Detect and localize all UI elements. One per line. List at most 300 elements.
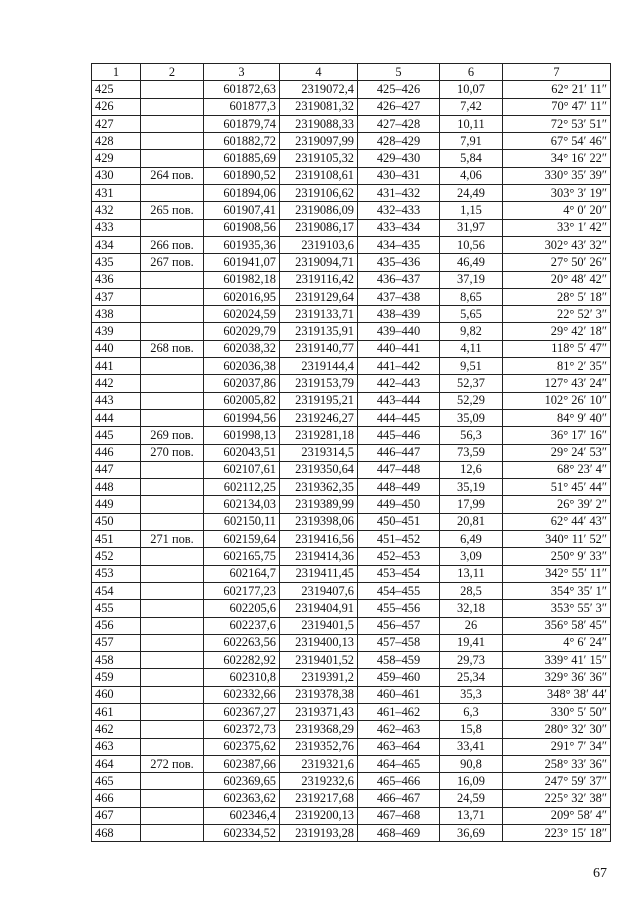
x-coordinate-cell: 602332,66 [204, 686, 280, 703]
length-cell: 9,82 [440, 323, 503, 340]
bearing-cell: 4° 6′ 24″ [503, 634, 611, 651]
x-coordinate-cell: 602159,64 [204, 531, 280, 548]
bearing-cell: 28° 5′ 18″ [503, 288, 611, 305]
segment-cell: 443–444 [358, 392, 440, 409]
bearing-cell: 330° 35′ 39″ [503, 167, 611, 184]
x-coordinate-cell: 602107,61 [204, 461, 280, 478]
segment-cell: 458–459 [358, 652, 440, 669]
length-cell: 4,06 [440, 167, 503, 184]
table-row [92, 807, 611, 824]
x-coordinate-cell: 601872,63 [204, 81, 280, 98]
length-cell: 32,18 [440, 600, 503, 617]
table-row [92, 582, 611, 599]
y-coordinate-cell: 2319129,64 [280, 288, 358, 305]
y-coordinate-cell: 2319072,4 [280, 81, 358, 98]
table-row [92, 565, 611, 582]
bearing-cell: 33° 1′ 42″ [503, 219, 611, 236]
point-number-cell: 427 [92, 115, 141, 132]
turn-label-cell: 269 пов. [141, 427, 204, 444]
length-cell: 10,11 [440, 115, 503, 132]
point-number-cell: 466 [92, 790, 141, 807]
length-cell: 16,09 [440, 773, 503, 790]
y-coordinate-cell: 2319200,13 [280, 807, 358, 824]
segment-cell: 453–454 [358, 565, 440, 582]
segment-cell: 444–445 [358, 409, 440, 426]
bearing-cell: 118° 5′ 47″ [503, 340, 611, 357]
y-coordinate-cell: 2319081,32 [280, 98, 358, 115]
length-cell: 35,19 [440, 479, 503, 496]
point-number-cell: 436 [92, 271, 141, 288]
turn-label-cell [141, 825, 204, 842]
table-row [92, 323, 611, 340]
y-coordinate-cell: 2319368,29 [280, 721, 358, 738]
point-number-cell: 431 [92, 185, 141, 202]
table-row [92, 185, 611, 202]
segment-cell: 440–441 [358, 340, 440, 357]
length-cell: 8,65 [440, 288, 503, 305]
length-cell: 25,34 [440, 669, 503, 686]
table-row [92, 133, 611, 150]
point-number-cell: 468 [92, 825, 141, 842]
segment-cell: 445–446 [358, 427, 440, 444]
length-cell: 52,29 [440, 392, 503, 409]
segment-cell: 431–432 [358, 185, 440, 202]
x-coordinate-cell: 601994,56 [204, 409, 280, 426]
turn-label-cell [141, 600, 204, 617]
turn-label-cell [141, 375, 204, 392]
table-row [92, 825, 611, 842]
turn-label-cell [141, 738, 204, 755]
y-coordinate-cell: 2319116,42 [280, 271, 358, 288]
turn-label-cell [141, 703, 204, 720]
length-cell: 3,09 [440, 548, 503, 565]
table-row [92, 531, 611, 548]
x-coordinate-cell: 602282,92 [204, 652, 280, 669]
length-cell: 9,51 [440, 358, 503, 375]
length-cell: 13,11 [440, 565, 503, 582]
table-row [92, 479, 611, 496]
x-coordinate-cell: 601941,07 [204, 254, 280, 271]
turn-label-cell [141, 219, 204, 236]
segment-cell: 459–460 [358, 669, 440, 686]
length-cell: 33,41 [440, 738, 503, 755]
y-coordinate-cell: 2319371,43 [280, 703, 358, 720]
segment-cell: 449–450 [358, 496, 440, 513]
turn-label-cell [141, 392, 204, 409]
x-coordinate-cell: 602369,65 [204, 773, 280, 790]
y-coordinate-cell: 2319350,64 [280, 461, 358, 478]
table-row [92, 202, 611, 219]
x-coordinate-cell: 602237,6 [204, 617, 280, 634]
bearing-cell: 81° 2′ 35″ [503, 358, 611, 375]
y-coordinate-cell: 2319094,71 [280, 254, 358, 271]
x-coordinate-cell: 602334,52 [204, 825, 280, 842]
bearing-cell: 353° 55′ 3″ [503, 600, 611, 617]
point-number-cell: 440 [92, 340, 141, 357]
turn-label-cell [141, 150, 204, 167]
x-coordinate-cell: 601894,06 [204, 185, 280, 202]
table-row [92, 703, 611, 720]
length-cell: 5,65 [440, 306, 503, 323]
segment-cell: 461–462 [358, 703, 440, 720]
bearing-cell: 223° 15′ 18″ [503, 825, 611, 842]
length-cell: 35,09 [440, 409, 503, 426]
y-coordinate-cell: 2319246,27 [280, 409, 358, 426]
x-coordinate-cell: 602024,59 [204, 306, 280, 323]
point-number-cell: 463 [92, 738, 141, 755]
length-cell: 20,81 [440, 513, 503, 530]
length-cell: 7,42 [440, 98, 503, 115]
y-coordinate-cell: 2319153,79 [280, 375, 358, 392]
length-cell: 26 [440, 617, 503, 634]
bearing-cell: 68° 23′ 4″ [503, 461, 611, 478]
table-row [92, 236, 611, 253]
x-coordinate-cell: 602037,86 [204, 375, 280, 392]
x-coordinate-cell: 601982,18 [204, 271, 280, 288]
y-coordinate-cell: 2319106,62 [280, 185, 358, 202]
length-cell: 35,3 [440, 686, 503, 703]
turn-label-cell [141, 634, 204, 651]
y-coordinate-cell: 2319362,35 [280, 479, 358, 496]
table-row [92, 790, 611, 807]
length-cell: 10,56 [440, 236, 503, 253]
segment-cell: 430–431 [358, 167, 440, 184]
table-row [92, 617, 611, 634]
turn-label-cell: 266 пов. [141, 236, 204, 253]
segment-cell: 437–438 [358, 288, 440, 305]
turn-label-cell [141, 461, 204, 478]
turn-label-cell [141, 686, 204, 703]
y-coordinate-cell: 2319108,61 [280, 167, 358, 184]
table-row [92, 271, 611, 288]
x-coordinate-cell: 601907,41 [204, 202, 280, 219]
segment-cell: 446–447 [358, 444, 440, 461]
turn-label-cell [141, 617, 204, 634]
table-row [92, 115, 611, 132]
turn-label-cell [141, 306, 204, 323]
x-coordinate-cell: 602038,32 [204, 340, 280, 357]
point-number-cell: 464 [92, 755, 141, 772]
bearing-cell: 29° 42′ 18″ [503, 323, 611, 340]
x-coordinate-cell: 602363,62 [204, 790, 280, 807]
segment-cell: 447–448 [358, 461, 440, 478]
column-header: 1 [92, 64, 141, 81]
bearing-cell: 127° 43′ 24″ [503, 375, 611, 392]
length-cell: 31,97 [440, 219, 503, 236]
bearing-cell: 247° 59′ 37″ [503, 773, 611, 790]
point-number-cell: 465 [92, 773, 141, 790]
turn-label-cell: 268 пов. [141, 340, 204, 357]
header-row [92, 64, 611, 81]
point-number-cell: 446 [92, 444, 141, 461]
column-header: 6 [440, 64, 503, 81]
turn-label-cell [141, 669, 204, 686]
turn-label-cell [141, 81, 204, 98]
bearing-cell: 209° 58′ 4″ [503, 807, 611, 824]
point-number-cell: 439 [92, 323, 141, 340]
segment-cell: 465–466 [358, 773, 440, 790]
table-row [92, 634, 611, 651]
x-coordinate-cell: 601935,36 [204, 236, 280, 253]
bearing-cell: 72° 53′ 51″ [503, 115, 611, 132]
segment-cell: 429–430 [358, 150, 440, 167]
y-coordinate-cell: 2319401,52 [280, 652, 358, 669]
segment-cell: 435–436 [358, 254, 440, 271]
table-row [92, 461, 611, 478]
turn-label-cell [141, 790, 204, 807]
length-cell: 7,91 [440, 133, 503, 150]
segment-cell: 467–468 [358, 807, 440, 824]
table-row [92, 773, 611, 790]
turn-label-cell [141, 409, 204, 426]
x-coordinate-cell: 601908,56 [204, 219, 280, 236]
y-coordinate-cell: 2319103,6 [280, 236, 358, 253]
segment-cell: 457–458 [358, 634, 440, 651]
x-coordinate-cell: 602036,38 [204, 358, 280, 375]
segment-cell: 425–426 [358, 81, 440, 98]
turn-label-cell [141, 565, 204, 582]
turn-label-cell [141, 773, 204, 790]
bearing-cell: 102° 26′ 10″ [503, 392, 611, 409]
point-number-cell: 455 [92, 600, 141, 617]
length-cell: 52,37 [440, 375, 503, 392]
length-cell: 73,59 [440, 444, 503, 461]
table-row [92, 254, 611, 271]
x-coordinate-cell: 602375,62 [204, 738, 280, 755]
table-row [92, 496, 611, 513]
point-number-cell: 460 [92, 686, 141, 703]
length-cell: 6,49 [440, 531, 503, 548]
bearing-cell: 354° 35′ 1″ [503, 582, 611, 599]
point-number-cell: 441 [92, 358, 141, 375]
x-coordinate-cell: 602029,79 [204, 323, 280, 340]
y-coordinate-cell: 2319232,6 [280, 773, 358, 790]
turn-label-cell [141, 358, 204, 375]
y-coordinate-cell: 2319398,06 [280, 513, 358, 530]
x-coordinate-cell: 602165,75 [204, 548, 280, 565]
table-row [92, 150, 611, 167]
length-cell: 6,3 [440, 703, 503, 720]
point-number-cell: 467 [92, 807, 141, 824]
y-coordinate-cell: 2319140,77 [280, 340, 358, 357]
segment-cell: 442–443 [358, 375, 440, 392]
x-coordinate-cell: 601998,13 [204, 427, 280, 444]
segment-cell: 455–456 [358, 600, 440, 617]
length-cell: 19,41 [440, 634, 503, 651]
bearing-cell: 303° 3′ 19″ [503, 185, 611, 202]
segment-cell: 426–427 [358, 98, 440, 115]
y-coordinate-cell: 2319133,71 [280, 306, 358, 323]
segment-cell: 468–469 [358, 825, 440, 842]
x-coordinate-cell: 602164,7 [204, 565, 280, 582]
length-cell: 37,19 [440, 271, 503, 288]
y-coordinate-cell: 2319404,91 [280, 600, 358, 617]
turn-label-cell: 265 пов. [141, 202, 204, 219]
x-coordinate-cell: 601890,52 [204, 167, 280, 184]
bearing-cell: 356° 58′ 45″ [503, 617, 611, 634]
turn-label-cell [141, 548, 204, 565]
turn-label-cell [141, 496, 204, 513]
bearing-cell: 70° 47′ 11″ [503, 98, 611, 115]
length-cell: 29,73 [440, 652, 503, 669]
turn-label-cell [141, 133, 204, 150]
point-number-cell: 435 [92, 254, 141, 271]
x-coordinate-cell: 602016,95 [204, 288, 280, 305]
bearing-cell: 330° 5′ 50″ [503, 703, 611, 720]
bearing-cell: 29° 24′ 53″ [503, 444, 611, 461]
turn-label-cell [141, 115, 204, 132]
y-coordinate-cell: 2319144,4 [280, 358, 358, 375]
y-coordinate-cell: 2319389,99 [280, 496, 358, 513]
point-number-cell: 444 [92, 409, 141, 426]
point-number-cell: 454 [92, 582, 141, 599]
page-number: 67 [593, 866, 607, 881]
point-number-cell: 452 [92, 548, 141, 565]
column-header: 5 [358, 64, 440, 81]
point-number-cell: 430 [92, 167, 141, 184]
x-coordinate-cell: 601882,72 [204, 133, 280, 150]
x-coordinate-cell: 602387,66 [204, 755, 280, 772]
y-coordinate-cell: 2319195,21 [280, 392, 358, 409]
point-number-cell: 451 [92, 531, 141, 548]
point-number-cell: 434 [92, 236, 141, 253]
length-cell: 17,99 [440, 496, 503, 513]
y-coordinate-cell: 2319407,6 [280, 582, 358, 599]
turn-label-cell: 267 пов. [141, 254, 204, 271]
table-row [92, 219, 611, 236]
table-row [92, 409, 611, 426]
segment-cell: 428–429 [358, 133, 440, 150]
table-row [92, 340, 611, 357]
column-header: 3 [204, 64, 280, 81]
turn-label-cell [141, 582, 204, 599]
segment-cell: 462–463 [358, 721, 440, 738]
length-cell: 24,49 [440, 185, 503, 202]
y-coordinate-cell: 2319097,99 [280, 133, 358, 150]
turn-label-cell: 271 пов. [141, 531, 204, 548]
turn-label-cell: 272 пов. [141, 755, 204, 772]
table-row [92, 444, 611, 461]
y-coordinate-cell: 2319135,91 [280, 323, 358, 340]
x-coordinate-cell: 601877,3 [204, 98, 280, 115]
y-coordinate-cell: 2319401,5 [280, 617, 358, 634]
bearing-cell: 27° 50′ 26″ [503, 254, 611, 271]
bearing-cell: 258° 33′ 36″ [503, 755, 611, 772]
length-cell: 90,8 [440, 755, 503, 772]
y-coordinate-cell: 2319414,36 [280, 548, 358, 565]
point-number-cell: 425 [92, 81, 141, 98]
segment-cell: 448–449 [358, 479, 440, 496]
bearing-cell: 250° 9′ 33″ [503, 548, 611, 565]
point-number-cell: 447 [92, 461, 141, 478]
point-number-cell: 429 [92, 150, 141, 167]
x-coordinate-cell: 602005,82 [204, 392, 280, 409]
segment-cell: 454–455 [358, 582, 440, 599]
segment-cell: 427–428 [358, 115, 440, 132]
y-coordinate-cell: 2319378,38 [280, 686, 358, 703]
table-row [92, 721, 611, 738]
y-coordinate-cell: 2319105,32 [280, 150, 358, 167]
bearing-cell: 342° 55′ 11″ [503, 565, 611, 582]
table-row [92, 738, 611, 755]
segment-cell: 441–442 [358, 358, 440, 375]
point-number-cell: 456 [92, 617, 141, 634]
bearing-cell: 36° 17′ 16″ [503, 427, 611, 444]
table-row [92, 686, 611, 703]
bearing-cell: 20° 48′ 42″ [503, 271, 611, 288]
x-coordinate-cell: 602346,4 [204, 807, 280, 824]
bearing-cell: 302° 43′ 32″ [503, 236, 611, 253]
turn-label-cell [141, 271, 204, 288]
point-number-cell: 432 [92, 202, 141, 219]
segment-cell: 460–461 [358, 686, 440, 703]
point-number-cell: 428 [92, 133, 141, 150]
point-number-cell: 442 [92, 375, 141, 392]
y-coordinate-cell: 2319352,76 [280, 738, 358, 755]
x-coordinate-cell: 602310,8 [204, 669, 280, 686]
segment-cell: 463–464 [358, 738, 440, 755]
length-cell: 4,11 [440, 340, 503, 357]
bearing-cell: 26° 39′ 2″ [503, 496, 611, 513]
bearing-cell: 340° 11′ 52″ [503, 531, 611, 548]
turn-label-cell [141, 98, 204, 115]
segment-cell: 436–437 [358, 271, 440, 288]
table-row [92, 427, 611, 444]
segment-cell: 466–467 [358, 790, 440, 807]
table-row [92, 392, 611, 409]
x-coordinate-cell: 602372,73 [204, 721, 280, 738]
point-number-cell: 458 [92, 652, 141, 669]
point-number-cell: 450 [92, 513, 141, 530]
point-number-cell: 437 [92, 288, 141, 305]
column-header: 7 [503, 64, 611, 81]
segment-cell: 451–452 [358, 531, 440, 548]
bearing-cell: 62° 21′ 11″ [503, 81, 611, 98]
turn-label-cell [141, 185, 204, 202]
point-number-cell: 438 [92, 306, 141, 323]
segment-cell: 456–457 [358, 617, 440, 634]
point-number-cell: 461 [92, 703, 141, 720]
point-number-cell: 443 [92, 392, 141, 409]
bearing-cell: 225° 32′ 38″ [503, 790, 611, 807]
length-cell: 5,84 [440, 150, 503, 167]
point-number-cell: 445 [92, 427, 141, 444]
bearing-cell: 22° 52′ 3″ [503, 306, 611, 323]
table-row [92, 306, 611, 323]
y-coordinate-cell: 2319321,6 [280, 755, 358, 772]
bearing-cell: 34° 16′ 22″ [503, 150, 611, 167]
table-row [92, 513, 611, 530]
length-cell: 15,8 [440, 721, 503, 738]
y-coordinate-cell: 2319281,18 [280, 427, 358, 444]
y-coordinate-cell: 2319088,33 [280, 115, 358, 132]
x-coordinate-cell: 602043,51 [204, 444, 280, 461]
turn-label-cell [141, 652, 204, 669]
x-coordinate-cell: 602112,25 [204, 479, 280, 496]
segment-cell: 433–434 [358, 219, 440, 236]
y-coordinate-cell: 2319400,13 [280, 634, 358, 651]
y-coordinate-cell: 2319416,56 [280, 531, 358, 548]
y-coordinate-cell: 2319193,28 [280, 825, 358, 842]
table-row [92, 755, 611, 772]
bearing-cell: 280° 32′ 30″ [503, 721, 611, 738]
table-row [92, 358, 611, 375]
column-header: 2 [141, 64, 204, 81]
bearing-cell: 51° 45′ 44″ [503, 479, 611, 496]
table-row [92, 652, 611, 669]
x-coordinate-cell: 602134,03 [204, 496, 280, 513]
table-row [92, 167, 611, 184]
